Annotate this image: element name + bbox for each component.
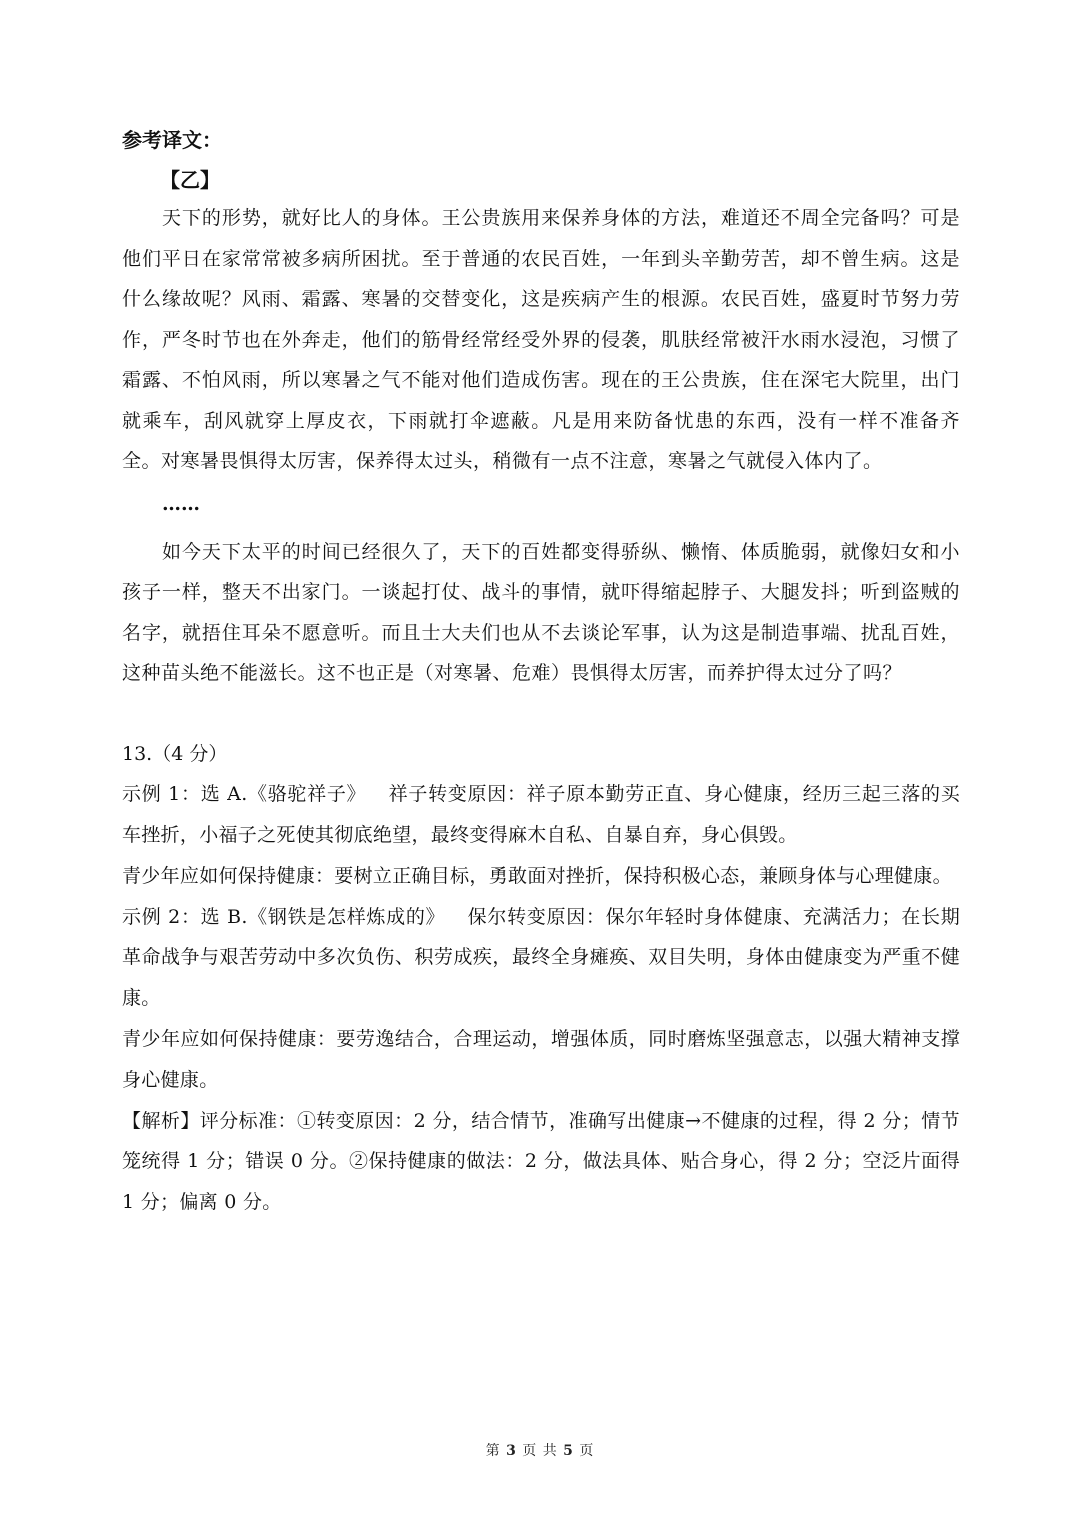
example-1 bbox=[122, 774, 960, 856]
page-footer bbox=[0, 1440, 1080, 1460]
example-2-health: 青少年应如何保持健康：要劳逸结合，合理运动，增强体质，同时磨炼坚强意志，以强大精神支撑身心健康。 bbox=[122, 1028, 960, 1091]
omission-ellipsis: …… bbox=[162, 492, 200, 515]
example-1-text: 祥子转变原因：祥子原本勤劳正直、身心健康，经历三起三落的买车挫折，小福子之死使其彻底绝望，最终变得麻木自私、自暴自弃，身心俱毁。 bbox=[122, 783, 960, 847]
example-1-label: 示例 1：选 A.《骆驼祥子》 bbox=[122, 783, 367, 806]
example-1-health: 青少年应如何保持健康：要树立正确目标，勇敢面对挫折，保持积极心态，兼顾身体与心理健康。 bbox=[122, 864, 952, 887]
example-2 bbox=[122, 897, 960, 1019]
footer-middle: 页 共 bbox=[522, 1443, 558, 1459]
example-2-text: 保尔转变原因：保尔年轻时身体健康、充满活力；在长期革命战争与艰苦劳动中多次负伤、积劳成疾，最终全身瘫痪、双目失明，身体由健康变为严重不健康。 bbox=[122, 905, 960, 1010]
example-2-label: 示例 2：选 B.《钢铁是怎样炼成的》 bbox=[122, 905, 446, 928]
footer-suffix: 页 bbox=[579, 1443, 595, 1459]
scoring-analysis: 【解析】评分标准：①转变原因：2 分，结合情节，准确写出健康→不健康的过程，得 2 分；情节笼统得 1 分；错误 0 分。②保持健康的做法：2 分，做法具体、贴合身心，得 2 分；空泛片面得 1 分；偏离 0 分。 bbox=[122, 1109, 960, 1214]
translation-paragraph-1: 天下的形势，就好比人的身体。王公贵族用来保养身体的方法，难道还不周全完备吗？可是他们平日在家常常被多病所困扰。至于普通的农民百姓，一年到头辛勤劳苦，却不曾生病。这是什么缘故呢？风雨、霜露、寒暑的交替变化，这是疾病产生的根源。农民百姓，盛夏时节努力劳作，严冬时节也在外奔走，他们的筋骨经常经受外界的侵袭，肌肤经常被汗水雨水浸泡，习惯了霜露、不怕风雨，所以寒暑之气不能对他们造成伤害。现在的王公贵族，住在深宅大院里，出门就乘车，刮风就穿上厚皮衣，下雨就打伞遮蔽。凡是用来防备忧患的东西，没有一样不准备齐全。对寒暑畏惧得太厉害，保养得太过头，稍微有一点不注意，寒暑之气就侵入体内了。 bbox=[122, 207, 960, 472]
translation-heading: 参考译文： bbox=[122, 128, 222, 152]
question-13-heading: 13.（4 分） bbox=[122, 742, 228, 765]
footer-current-page: 3 bbox=[506, 1443, 517, 1459]
question-13-answer bbox=[122, 734, 960, 1224]
translation-paragraph-2: 如今天下太平的时间已经很久了，天下的百姓都变得骄纵、懒惰、体质脆弱，就像妇女和小孩子一样，整天不出家门。一谈起打仗、战斗的事情，就吓得缩起脖子、大腿发抖；听到盗贼的名字，就捂住耳朵不愿意听。而且士大夫们也从不去谈论军事，认为这是制造事端、扰乱百姓，这种苗头绝不能滋长。这不也正是（对寒暑、危难）畏惧得太厉害，而养护得太过分了吗？ bbox=[122, 540, 960, 684]
footer-prefix: 第 bbox=[485, 1443, 501, 1459]
section-tag: 【乙】 bbox=[160, 168, 220, 192]
page-content bbox=[122, 122, 960, 1223]
footer-total-pages: 5 bbox=[563, 1443, 574, 1459]
